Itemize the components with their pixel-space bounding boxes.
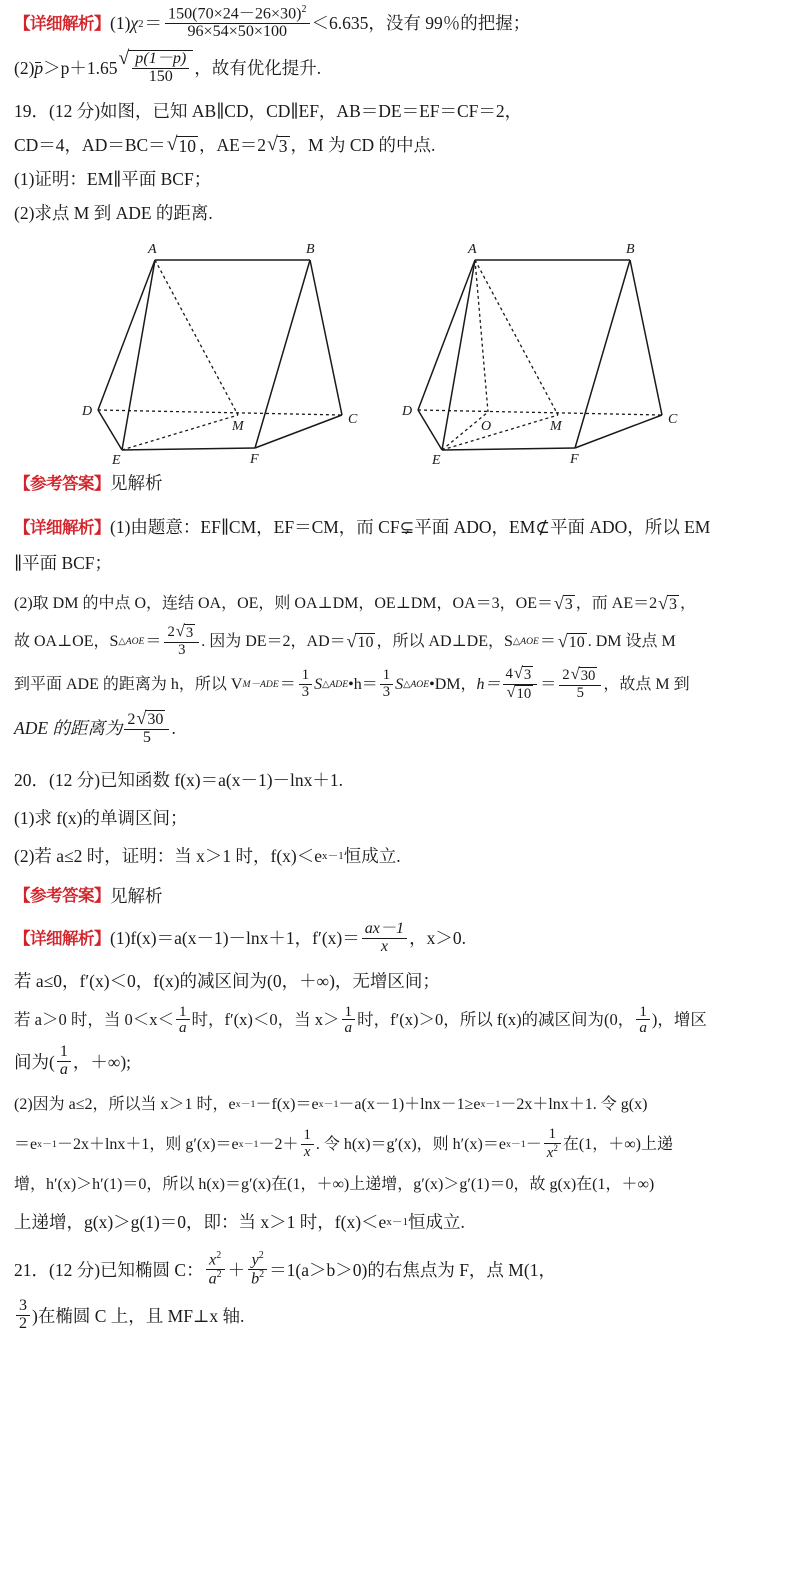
sol20-5d: －2x＋lnx＋1. 令 g(x) bbox=[500, 1095, 648, 1113]
p-bar: p bbox=[34, 57, 44, 78]
sol-p2-a: (2)取 DM 的中点 O，连结 OA，OE，则 OA⊥DM，OE⊥DM，OA＝3，OE＝ bbox=[14, 594, 553, 612]
problem-20-sub1 bbox=[14, 804, 786, 834]
problem-20-sol8 bbox=[14, 1208, 786, 1238]
sol-p5-b: . bbox=[171, 718, 176, 739]
sol-p4-a: 到平面 ADE 的距离为 h，所以 V bbox=[14, 675, 243, 693]
sol20-f3d: a bbox=[639, 1019, 647, 1037]
sol20-6e2: x－1 bbox=[238, 1138, 259, 1150]
problem-19-answer-line bbox=[14, 469, 786, 499]
sol-p4-f1num: 1 bbox=[299, 668, 312, 684]
sqrt-3-a-body: 3 bbox=[278, 136, 288, 157]
sol-p4-h: h＝ bbox=[476, 675, 501, 693]
sol20-6f1n: 1 bbox=[301, 1128, 314, 1144]
sol20-f1num: ax－1 bbox=[364, 919, 405, 937]
ellipse-x-den: a bbox=[208, 1270, 217, 1288]
chi-square-fraction bbox=[165, 5, 309, 41]
sol-p5-den: 5 bbox=[142, 728, 151, 746]
problem-21-number: 21． bbox=[14, 1259, 49, 1280]
sol-p4-S1: S bbox=[314, 675, 323, 693]
label-left-A: A bbox=[148, 241, 157, 257]
sol20-3b: 时，f′(x)＜0，当 x＞ bbox=[191, 1010, 340, 1030]
sqrt-10-c-body: 10 bbox=[568, 633, 585, 651]
sol20-f1n: 1 bbox=[176, 1004, 190, 1021]
problem-19-solution-p3 bbox=[14, 621, 786, 659]
problem-20-sol5 bbox=[14, 1090, 786, 1120]
sol20-frac-1-over-a-2 bbox=[342, 1004, 356, 1037]
label-right-M: M bbox=[550, 418, 562, 434]
problem-20-sol7 bbox=[14, 1170, 786, 1200]
sol-p5-sqrt: 30 bbox=[147, 710, 164, 728]
sol20-f1den: x bbox=[380, 937, 388, 955]
problem-19-sub1 bbox=[14, 165, 786, 195]
problem-19-stem-2b: ，AE＝2 bbox=[198, 135, 267, 156]
sol-p3-sub2: △AOE bbox=[512, 636, 539, 648]
problem-19-stem-line1 bbox=[14, 97, 786, 127]
figure-right-dashed bbox=[418, 260, 662, 450]
sol20-6f1d: x bbox=[303, 1143, 311, 1160]
problem-20-answer-text: 见解析 bbox=[110, 885, 163, 906]
sol20-6a: ＝e bbox=[14, 1135, 38, 1153]
sol-p5-coef: 2 bbox=[127, 710, 136, 728]
sol-p4-rf-sqrt: 30 bbox=[580, 668, 596, 685]
sol-p3-eq: ＝ bbox=[145, 632, 162, 650]
sol-p4-eq3: ＝ bbox=[540, 675, 557, 693]
sol20-7-text: 增，h′(x)＞h′(1)＝0，所以 h(x)＝g′(x)在(1，＋∞)上递增，g′(x)＞g′(1)＝0，故 g(x)在(1，＋∞) bbox=[14, 1175, 655, 1193]
sol20-8a: 上递增，g(x)＞g(1)＝0，即：当 x＞1 时，f(x)＜e bbox=[14, 1212, 387, 1233]
sol20-1b: ，x＞0. bbox=[409, 928, 466, 949]
problem-19-solution-p1-text: (1)由题意：EF∥CM，EF＝CM，而 CF⊊平面 ADO，EM⊄平面 ADO，所以 EM bbox=[110, 517, 711, 538]
sol20-frac-1-over-a-4 bbox=[57, 1044, 71, 1079]
sol-p4-f1den: 3 bbox=[301, 683, 310, 700]
sol-p4-f2num: 1 bbox=[380, 668, 393, 684]
sol-p3-eq2: ＝ bbox=[539, 632, 556, 650]
sol-p3-frac-sqrt: 3 bbox=[185, 625, 194, 642]
sqrt-10-a: √ 10 bbox=[166, 134, 196, 157]
problem-19-stem-2a: CD＝4，AD＝BC＝ bbox=[14, 135, 166, 156]
p-frac-numerator: p(1－p) bbox=[135, 50, 187, 68]
sol20-e2: x－1 bbox=[318, 1098, 339, 1110]
sol20-f2d: a bbox=[344, 1019, 353, 1037]
reference-answer-tag-19: 【参考答案】 bbox=[14, 474, 110, 493]
geometry-figures-svg bbox=[80, 235, 720, 465]
sol-p4-tail: ，故点 M 到 bbox=[603, 675, 690, 693]
sol-p4-f2den: 3 bbox=[382, 683, 391, 700]
problem-21-stem-a: 已知椭圆 C： bbox=[100, 1259, 204, 1280]
sol20-1a: (1)f(x)＝a(x－1)－lnx＋1，f′(x)＝ bbox=[110, 928, 360, 949]
sol-p3-frac-coef: 2 bbox=[167, 624, 175, 641]
problem-20-sol2 bbox=[14, 966, 786, 996]
chi-numerator-exponent: 2 bbox=[301, 4, 307, 16]
label-left-M: M bbox=[232, 418, 244, 434]
part-1-prefix: (1) bbox=[110, 13, 131, 34]
sqrt-3-c-body: 3 bbox=[668, 595, 677, 613]
ellipse-y-num: y bbox=[251, 1251, 259, 1269]
sol-p4-hf-sqrt: 3 bbox=[523, 667, 532, 684]
sol-p4-frac2 bbox=[380, 668, 393, 700]
sol-p3-frac-den: 3 bbox=[178, 641, 186, 658]
figure-right bbox=[418, 260, 662, 450]
ellipse-y-term bbox=[248, 1251, 267, 1289]
label-right-B: B bbox=[626, 241, 635, 257]
problem-19-stem-text1: 如图，已知 AB∥CD，CD∥EF，AB＝DE＝EF＝CF＝2， bbox=[100, 101, 523, 122]
sqrt-3-c: √ 3 bbox=[658, 592, 677, 613]
chi-symbol: χ bbox=[130, 13, 139, 34]
sol-p4-result-fraction: 2 √ 30 5 bbox=[559, 667, 601, 701]
figure-left-dashed bbox=[98, 260, 342, 450]
sqrt-10-b-body: 10 bbox=[357, 633, 374, 651]
problem-20-sub1-text: (1)求 f(x)的单调区间； bbox=[14, 807, 188, 828]
sol20-6e3: x－1 bbox=[505, 1138, 526, 1150]
figure-left bbox=[98, 260, 342, 450]
chi-comparison: ＜6.635，没有 99％的把握； bbox=[311, 13, 531, 34]
sqrt-10-a-body: 10 bbox=[178, 136, 196, 157]
sol20-frac-1-over-a-1 bbox=[176, 1004, 190, 1037]
sol-p4-rf-den: 5 bbox=[576, 684, 585, 701]
problem-20-points: (12 分) bbox=[49, 769, 101, 790]
problem-19-figures bbox=[14, 235, 786, 465]
problem-19-answer-text: 见解析 bbox=[110, 473, 163, 494]
point-m-y-coordinate bbox=[16, 1298, 30, 1333]
sol-p3-d: . DM 设点 M bbox=[587, 632, 676, 650]
sol-p4-S1sub: △ADE bbox=[322, 678, 349, 690]
sqrt-3-b-body: 3 bbox=[564, 595, 573, 613]
solution-18-part2 bbox=[14, 50, 786, 87]
problem-20-stem-text: 已知函数 f(x)＝a(x－1)－lnx＋1. bbox=[100, 769, 344, 790]
sol-p4-eq: ＝ bbox=[279, 675, 296, 693]
label-right-O: O bbox=[481, 418, 492, 434]
problem-19-solution-p2 bbox=[14, 589, 786, 619]
problem-20-stem bbox=[14, 766, 786, 796]
sol-p2-b: ，而 AE＝2 bbox=[575, 594, 658, 612]
sol20-4b: ，＋∞); bbox=[72, 1051, 132, 1072]
label-right-C: C bbox=[668, 411, 678, 427]
sol20-8exp: x－1 bbox=[386, 1216, 408, 1229]
chi-numerator: 150(70×24－26×30) bbox=[168, 5, 302, 23]
problem-20-sub2-b: 恒成立. bbox=[343, 845, 401, 866]
label-left-D: D bbox=[82, 403, 93, 419]
chi-exponent: 2 bbox=[138, 17, 144, 30]
ellipse-x-term bbox=[206, 1251, 225, 1289]
sol-p4-sub: M－ADE bbox=[242, 678, 279, 690]
sol20-5a: (2)因为 a≤2，所以当 x＞1 时，e bbox=[14, 1095, 236, 1113]
problem-21-points: (12 分) bbox=[49, 1259, 101, 1280]
label-right-E: E bbox=[432, 452, 441, 465]
label-left-C: C bbox=[348, 411, 358, 427]
problem-19-stem-2c: ，M 为 CD 的中点. bbox=[290, 135, 436, 156]
label-left-F: F bbox=[250, 451, 259, 465]
problem-19-number: 19． bbox=[14, 101, 49, 122]
label-left-B: B bbox=[306, 241, 315, 257]
part2-tail: ，故有优化提升. bbox=[194, 57, 322, 78]
sqrt-3-b: √ 3 bbox=[553, 592, 573, 613]
detailed-analysis-tag-20: 【详细解析】 bbox=[14, 929, 110, 948]
sol-p4-S2: S bbox=[395, 675, 404, 693]
sol-p4-rf-coef: 2 bbox=[562, 667, 570, 684]
sqrt-3-a: √ 3 bbox=[267, 134, 288, 157]
sol-p4-h-fraction: 4 √ 3 √ 10 bbox=[503, 666, 538, 702]
problem-19-solution-p1-cont-text: ∥平面 BCF； bbox=[14, 553, 113, 574]
detailed-analysis-tag: 【详细解析】 bbox=[14, 14, 110, 33]
sol20-6b: －2x＋lnx＋1，则 g′(x)＝e bbox=[56, 1135, 239, 1153]
sol20-frac-1-over-x2 bbox=[544, 1127, 561, 1161]
sqrt-10-c: √ 10 bbox=[557, 630, 585, 651]
ellipse-x-den-exp: 2 bbox=[216, 1269, 222, 1281]
problem-19-points: (12 分) bbox=[49, 101, 101, 122]
sol20-3c: 时，f′(x)＞0，所以 f(x)的减区间为(0， bbox=[357, 1010, 635, 1030]
problem-19-solution-p4 bbox=[14, 663, 786, 703]
problem-19-stem-line2 bbox=[14, 131, 786, 161]
sol20-f1d: a bbox=[178, 1019, 187, 1037]
label-left-E: E bbox=[112, 452, 121, 465]
problem-19-sub2-text: (2)求点 M 到 ADE 的距离. bbox=[14, 203, 213, 224]
p-frac-denominator: 150 bbox=[148, 68, 173, 86]
problem-21-stem-b: ＝1(a＞b＞0)的右焦点为 F，点 M(1， bbox=[269, 1259, 556, 1280]
problem-20-sol6 bbox=[14, 1128, 786, 1162]
problem-20-answer-line bbox=[14, 882, 786, 912]
problem-20-sol3 bbox=[14, 1004, 786, 1037]
problem-20-sub2-a: (2)若 a≤2 时，证明：当 x＞1 时，f(x)＜e bbox=[14, 845, 323, 866]
sol-p4-hf-coef: 4 bbox=[505, 666, 513, 683]
sol-p4-dot2: •DM， bbox=[429, 675, 477, 693]
problem-19-solution-p5 bbox=[14, 707, 786, 748]
ellipse-x-num: x bbox=[209, 1251, 217, 1269]
sol20-frac-1-over-a-3 bbox=[636, 1004, 650, 1037]
ellipse-x-num-exp: 2 bbox=[216, 1249, 222, 1261]
reference-answer-tag-20: 【参考答案】 bbox=[14, 887, 110, 906]
problem-21-stem-cont bbox=[14, 1299, 786, 1334]
sol20-6f2d: x bbox=[546, 1144, 554, 1161]
sol-p3-sub: △AOE bbox=[118, 636, 145, 648]
sol20-6e1: x－1 bbox=[37, 1138, 57, 1150]
problem-20-sub2 bbox=[14, 842, 786, 872]
sol-p4-dot1: •h＝ bbox=[348, 675, 378, 693]
problem-19-sub2 bbox=[14, 199, 786, 229]
sol20-3d: )，增区 bbox=[651, 1010, 707, 1030]
sol20-derivative-fraction bbox=[362, 921, 407, 956]
sol20-e3: x－1 bbox=[480, 1098, 501, 1110]
sol20-4a: 间为( bbox=[14, 1051, 55, 1072]
p-fraction bbox=[132, 51, 189, 86]
detailed-analysis-tag-19: 【详细解析】 bbox=[14, 518, 110, 537]
sol20-f4d: a bbox=[59, 1061, 68, 1079]
problem-20-number: 20． bbox=[14, 769, 49, 790]
sol20-6f2d-exp: 2 bbox=[553, 1142, 558, 1153]
label-right-D: D bbox=[402, 403, 413, 419]
problem-19-sub1-text: (1)证明：EM∥平面 BCF； bbox=[14, 169, 212, 190]
sol-p2-c: ， bbox=[679, 594, 696, 612]
sol-p5-a: ADE 的距离为 bbox=[14, 718, 123, 739]
problem-20-sub2-exp: x－1 bbox=[322, 850, 344, 863]
sol20-5c: －a(x－1)＋lnx－1≥e bbox=[338, 1095, 481, 1113]
sol20-6f2n: 1 bbox=[544, 1127, 561, 1143]
sol20-6f: 在(1，＋∞)上递 bbox=[562, 1135, 673, 1153]
sol20-6c: －2＋ bbox=[258, 1135, 299, 1153]
problem-21-stem-c: )在椭圆 C 上，且 MF⊥x 轴. bbox=[32, 1305, 245, 1326]
chi-denominator: 96×54×50×100 bbox=[187, 23, 288, 41]
sol-p4-frac1 bbox=[299, 668, 312, 700]
sol-p4-hf-den-sqrt: 10 bbox=[516, 685, 532, 702]
sol20-frac-1-over-x bbox=[301, 1128, 314, 1160]
sqrt-10-b: √ 10 bbox=[346, 630, 374, 651]
sol-p4-S2sub: △AOE bbox=[403, 678, 430, 690]
problem-21-stem bbox=[14, 1249, 786, 1290]
part2-middle: ＞p＋1.65 bbox=[43, 57, 118, 78]
sol20-3a: 若 a＞0 时，当 0＜x＜ bbox=[14, 1010, 174, 1030]
problem-20-sol4 bbox=[14, 1045, 786, 1080]
point-m-y-den: 2 bbox=[19, 1315, 28, 1333]
sol-p3-c: ，所以 AD⊥DE，S bbox=[376, 632, 513, 650]
ellipse-y-den-exp: 2 bbox=[259, 1269, 265, 1281]
sol-p3-fraction: 2 √ 3 3 bbox=[164, 624, 199, 658]
sol-p5-fraction: 2 √ 30 5 bbox=[124, 710, 169, 747]
problem-19-solution-p1 bbox=[14, 513, 786, 543]
sol20-f3n: 1 bbox=[636, 1004, 650, 1021]
sol-p3-b: . 因为 DE＝2，AD＝ bbox=[201, 632, 346, 650]
sol20-e1: x－1 bbox=[235, 1098, 256, 1110]
sqrt-p-fraction: √ $\frac{p(1-p)}{150}$ bbox=[119, 50, 194, 87]
sol20-6e: － bbox=[525, 1135, 542, 1153]
sol-p3-a: 故 OA⊥OE，S bbox=[14, 632, 119, 650]
sol20-5b: －f(x)＝e bbox=[255, 1095, 319, 1113]
ellipse-y-den: b bbox=[251, 1270, 260, 1288]
problem-19-solution-p1-cont bbox=[14, 549, 786, 579]
sol20-f4n: 1 bbox=[57, 1044, 71, 1062]
ellipse-plus: ＋ bbox=[227, 1259, 246, 1280]
sol20-6d: . 令 h(x)＝g′(x)，则 h′(x)＝e bbox=[315, 1135, 506, 1153]
sol20-f2n: 1 bbox=[342, 1004, 356, 1021]
solution-18-part1: 【详细解析】 (1) χ 2 ＝ $\frac{150(70\times 24-26\times 30)^2}{96\times 54\times 50\times 100}$ ＜6.635，没有 99％的把握； bbox=[14, 4, 531, 41]
problem-20-sol1 bbox=[14, 919, 786, 957]
sol20-8b: 恒成立. bbox=[408, 1212, 465, 1233]
label-right-F: F bbox=[570, 451, 579, 465]
point-m-y-num: 3 bbox=[16, 1298, 30, 1316]
sol20-2-text: 若 a≤0，f′(x)＜0，f(x)的减区间为(0，＋∞)，无增区间； bbox=[14, 970, 440, 991]
ellipse-y-num-exp: 2 bbox=[258, 1249, 264, 1261]
label-right-A: A bbox=[468, 241, 477, 257]
part-2-prefix: (2) bbox=[14, 57, 35, 78]
